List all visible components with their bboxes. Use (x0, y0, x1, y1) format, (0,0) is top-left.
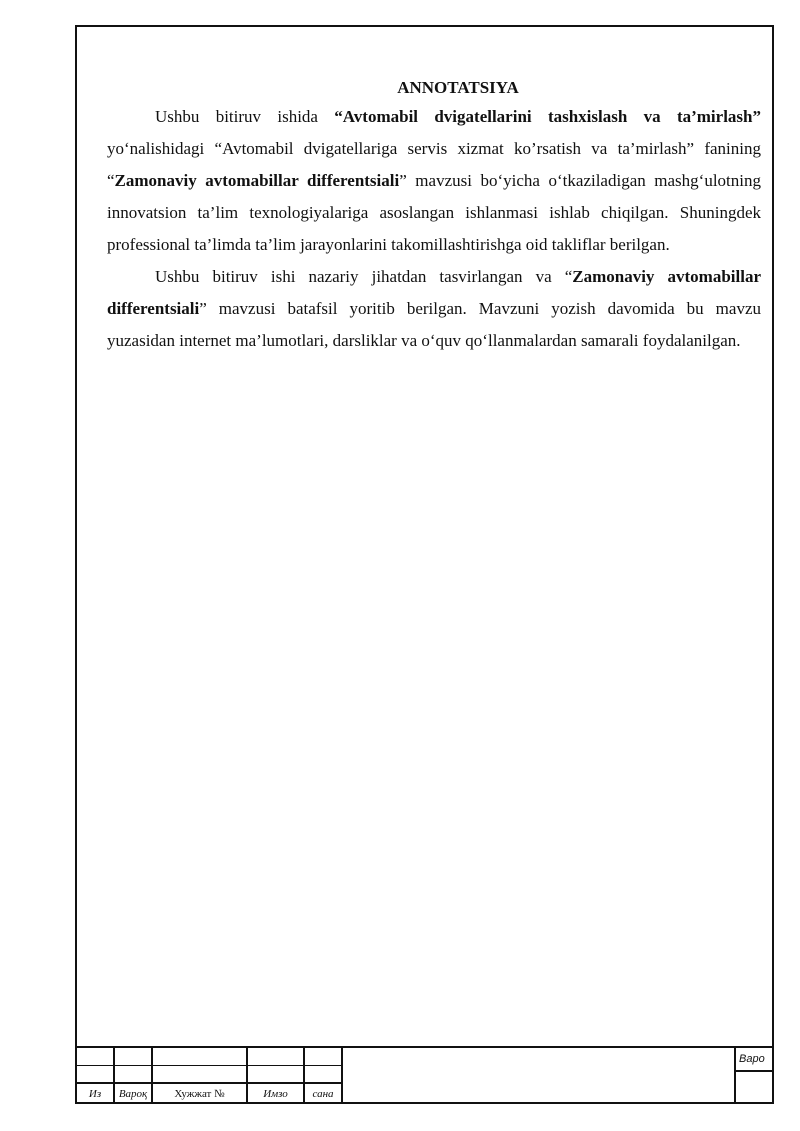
paragraph-1 (107, 101, 761, 261)
paragraph-2-bold-1: Zamonaviy avtomabillar differentsiali (107, 267, 761, 318)
title-block-stamp (75, 1046, 774, 1104)
stamp-label-sheet: Варо (739, 1053, 765, 1065)
sheet-cell-line (734, 1070, 774, 1072)
stamp-col-line-5 (341, 1046, 343, 1104)
paragraph-1-text-2: yo‘nalishidagi “Avtomabil dvigatellariga servis xizmat ko’rsatish va ta’mirlash” fanining “ (107, 139, 761, 190)
paragraph-2-text-2: ” mavzusi batafsil yoritib berilgan. Mavzuni yozish davomida bu mavzu yuzasidan internet ma’lumotlari, darsliklar va o‘quv qo‘llanmalardan samarali foydalanilgan. (107, 299, 761, 350)
paragraph-1-bold-1: “Avtomabil dvigatellarini tashxislash va ta’mirlash” (334, 107, 761, 126)
paragraph-1-text-3: ” mavzusi bo‘yicha o‘tkaziladigan mashg‘ulotning innovatsion ta’lim texnologiyalariga asoslangan ishlanmasi ishlab chiqilgan. Shuningdek professional ta’limda ta’lim jarayonlarini takomillashtirishga oid takliflar berilgan. (107, 171, 761, 254)
stamp-label-imzo: Имзо (263, 1088, 288, 1100)
document-body (107, 75, 761, 357)
stamp-row-line-2 (75, 1082, 342, 1084)
stamp-row-line-1 (75, 1065, 342, 1066)
stamp-label-varoq: Вароқ (118, 1088, 148, 1100)
stamp-label-iz: Из (88, 1088, 102, 1100)
paragraph-1-bold-2: Zamonaviy avtomabillar differentsiali (114, 171, 400, 190)
stamp-col-line-6 (734, 1046, 736, 1104)
stamp-label-hujjat: Хужжат № (174, 1088, 225, 1100)
paragraph-2 (107, 261, 761, 357)
stamp-top-border (75, 1046, 774, 1048)
paragraph-2-text-1: Ushbu bitiruv ishi nazariy jihatdan tasvirlangan va “ (155, 267, 573, 286)
page-title: ANNOTATSIYA (397, 78, 519, 97)
stamp-label-sana: сана (312, 1088, 334, 1100)
paragraph-1-text-1: Ushbu bitiruv ishida (155, 107, 335, 126)
